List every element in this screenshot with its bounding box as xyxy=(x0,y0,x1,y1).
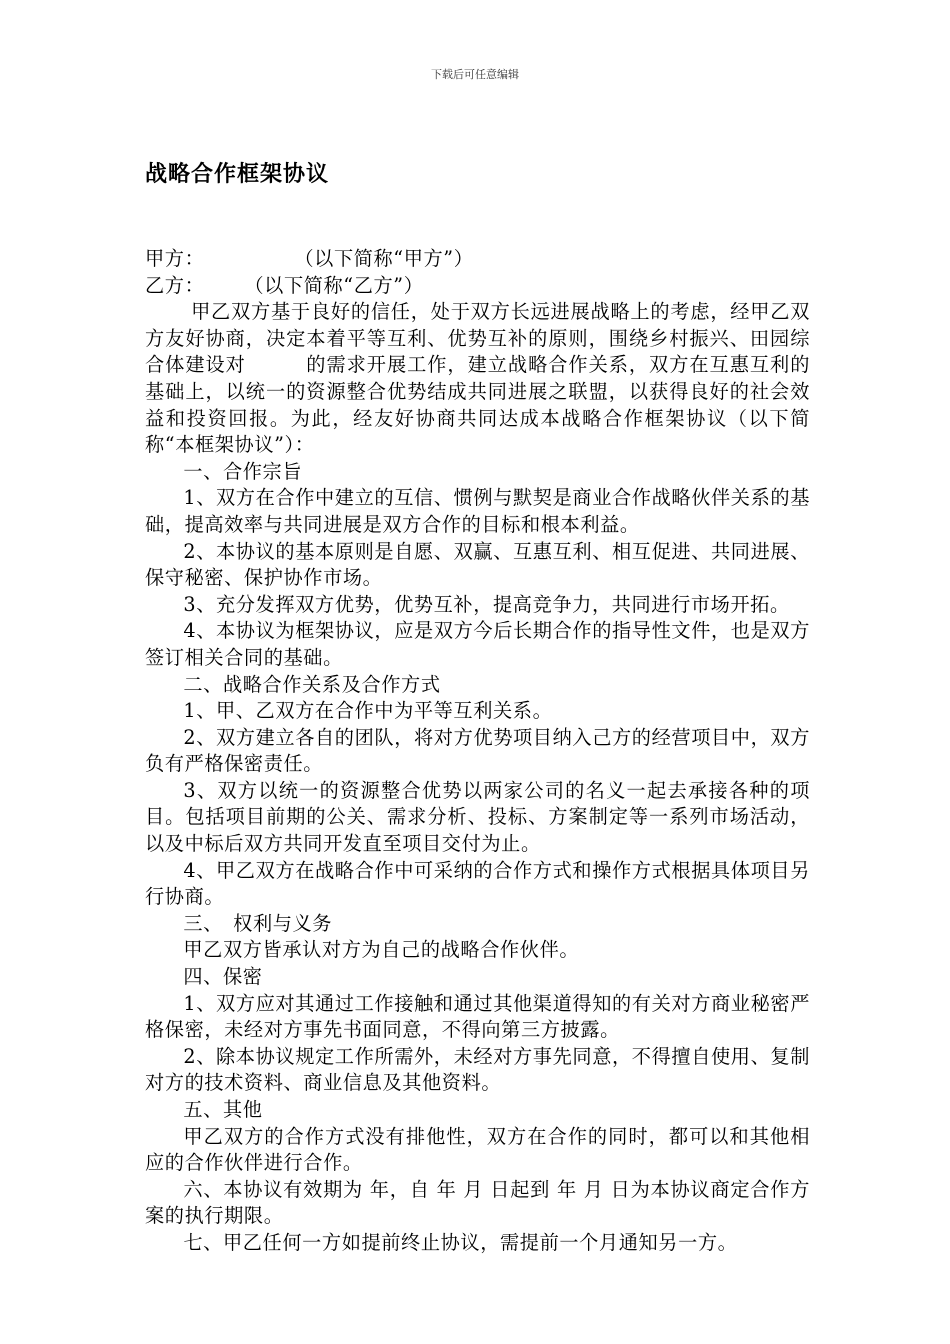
party-b-line xyxy=(145,273,810,300)
party-b-note: （以下简称“乙方”） xyxy=(244,273,424,297)
preamble-paragraph: 甲乙双方基于良好的信任，处于双方长远进展战略上的考虑，经甲乙双方友好协商，决定本着平等互利、优势互补的原则，围绕乡村振兴、田园综合体建设对 的需求开展工作，建立战略合作关系，双方在互惠互利的基础上，以统一的资源整合优势结成共同进展之联盟，以获得良好的社会效益和投资回报。为此，经友好协商共同达成本战略合作框架协议（以下简称“本框架协议”）： xyxy=(145,300,810,457)
section-heading: 三、 权利与义务 xyxy=(183,911,333,935)
section-heading: 四、保密 xyxy=(183,965,263,989)
clause-paragraph: 3、充分发挥双方优势，优势互补，提高竞争力，共同进行市场开拓。 xyxy=(183,592,790,616)
clause-paragraph: 1、甲、乙双方在合作中为平等互利关系。 xyxy=(183,699,553,723)
clause-paragraph: 六、本协议有效期为 年，自 年 月 日起到 年 月 日为本协议商定合作方案的执行期限。 xyxy=(145,1177,810,1228)
clause-paragraph: 4、甲乙双方在战略合作中可采纳的合作方式和操作方式根据具体项目另行协商。 xyxy=(145,858,810,909)
clause-paragraph: 2、本协议的基本原则是自愿、双赢、互惠互利、相互促进、共同进展、保守秘密、保护协作市场。 xyxy=(145,539,810,590)
party-a-line xyxy=(145,246,810,273)
clause-paragraph: 1、双方应对其通过工作接触和通过其他渠道得知的有关对方商业秘密严格保密，未经对方事先书面同意，不得向第三方披露。 xyxy=(145,991,810,1042)
clause-paragraph: 七、甲乙任何一方如提前终止协议，需提前一个月通知另一方。 xyxy=(183,1230,738,1254)
section-heading: 五、其他 xyxy=(183,1098,263,1121)
section-heading: 二、战略合作关系及合作方式 xyxy=(183,672,441,696)
party-a-label: 甲方： xyxy=(145,247,205,270)
clause-paragraph: 甲乙双方的合作方式没有排他性，双方在合作的同时，都可以和其他相应的合作伙伴进行合作。 xyxy=(145,1124,810,1175)
document-title: 战略合作框架协议 xyxy=(145,162,330,187)
clause-paragraph: 4、本协议为框架协议，应是双方今后长期合作的指导性文件，也是双方签订相关合同的基础。 xyxy=(145,619,810,669)
document-body xyxy=(145,246,810,1257)
party-a-note: （以下简称“甲方”） xyxy=(294,247,474,270)
page-header: 下载后可任意编辑 xyxy=(431,68,519,81)
section-heading: 一、合作宗旨 xyxy=(183,459,303,483)
clause-paragraph: 1、双方在合作中建立的互信、惯例与默契是商业合作战略伙伴关系的基础，提高效率与共同进展是双方合作的目标和根本利益。 xyxy=(145,486,810,536)
clause-paragraph: 2、双方建立各自的团队，将对方优势项目纳入己方的经营项目中，双方负有严格保密责任。 xyxy=(145,725,810,776)
party-b-label: 乙方： xyxy=(145,273,205,297)
clause-paragraph: 2、除本协议规定工作所需外，未经对方事先同意，不得擅自使用、复制对方的技术资料、商业信息及其他资料。 xyxy=(145,1044,810,1095)
clause-paragraph: 甲乙双方皆承认对方为自己的战略合作伙伴。 xyxy=(183,938,580,962)
clause-paragraph: 3、双方以统一的资源整合优势以两家公司的名义一起去承接各种的项目。包括项目前期的公关、需求分析、投标、方案制定等一系列市场活动，以及中标后双方共同开发直至项目交付为止。 xyxy=(145,778,810,856)
